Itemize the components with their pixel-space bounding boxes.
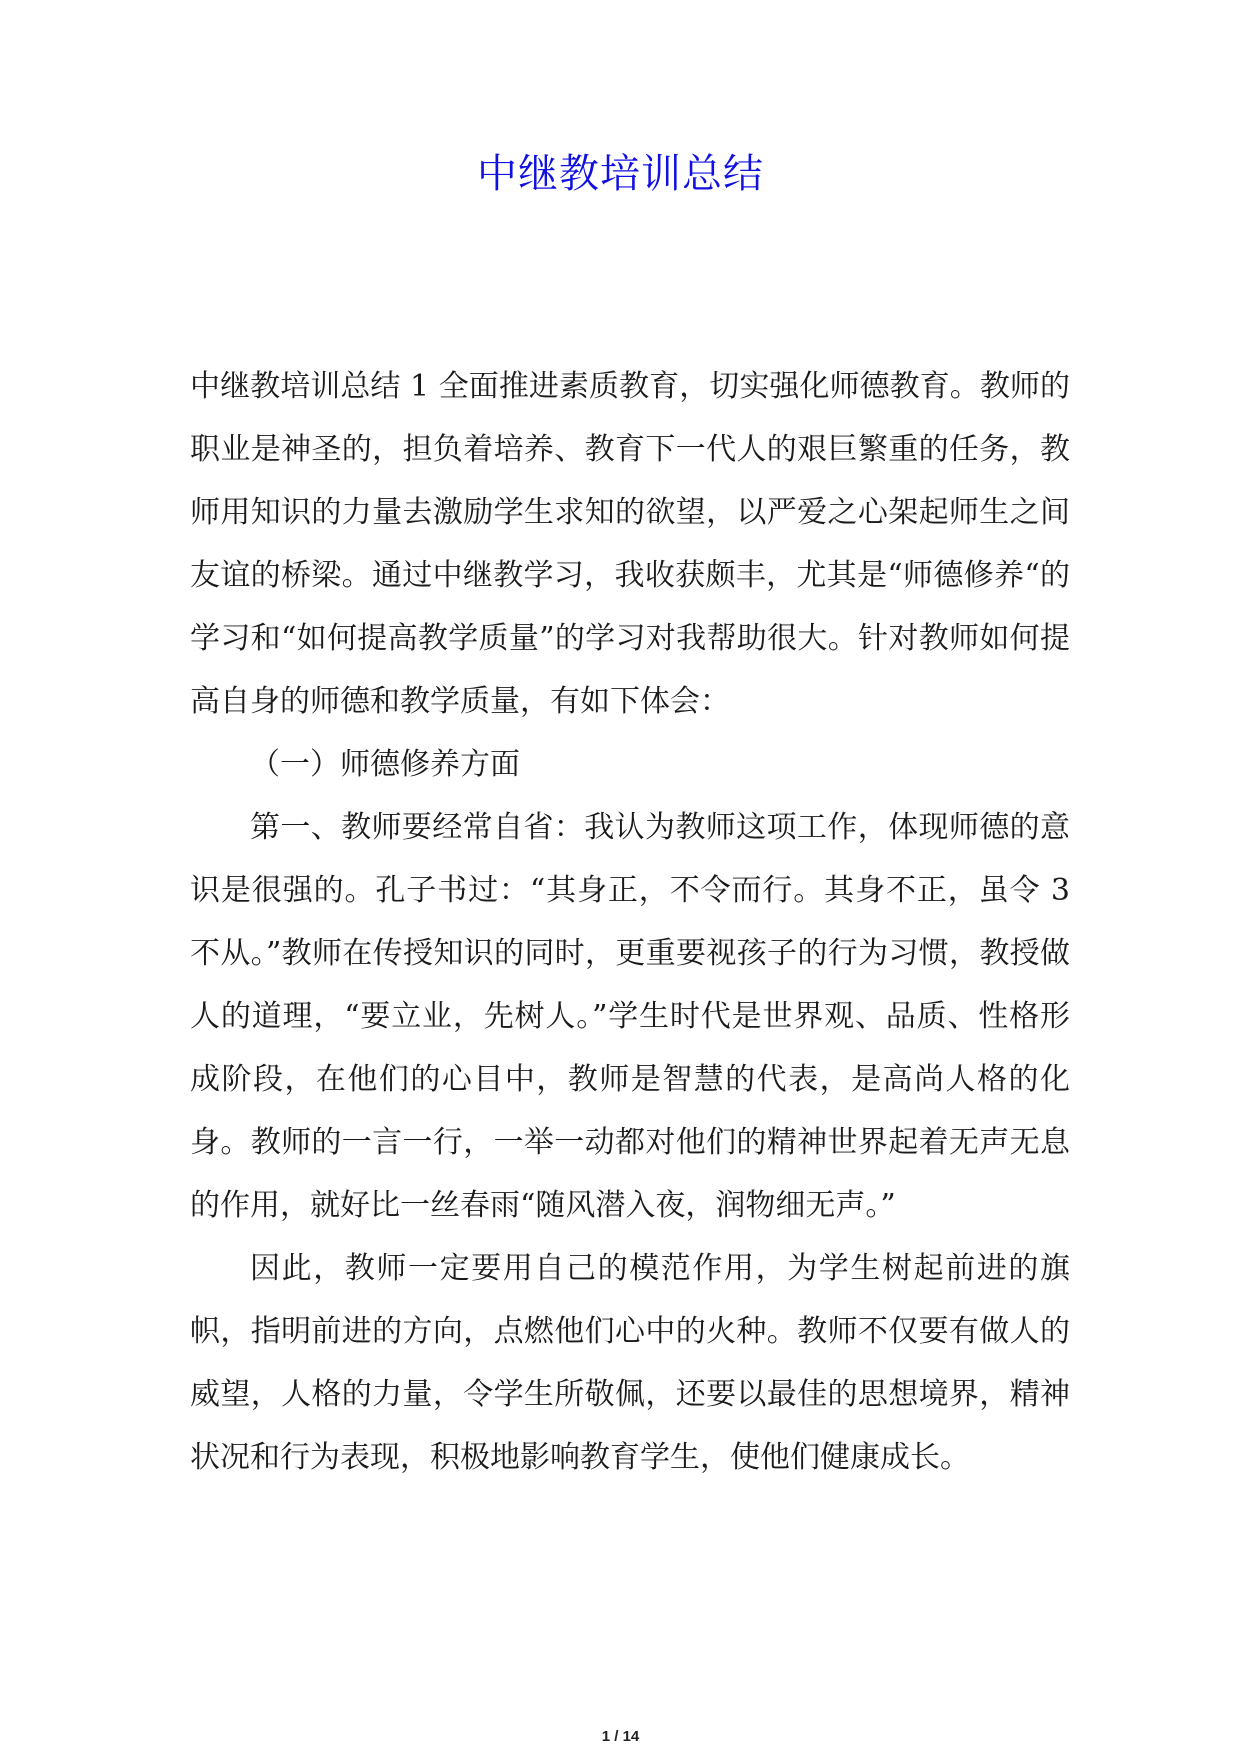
paragraph-role-model: 因此，教师一定要用自己的模范作用，为学生树起前进的旗帜，指明前进的方向，点燃他们心中的火种。教师不仅要有做人的威望，人格的力量，令学生所敬佩，还要以最佳的思想境界，精神状况和行为表现，积极地影响教育学生，使他们健康成长。 [190,1251,1070,1475]
page-number: 1 / 14 [601,1728,640,1745]
paragraph-self-reflection: 第一、教师要经常自省：我认为教师这项工作，体现师德的意识是很强的。孔子书过：“其身正，不令而行。其身不正，虽令 3 不从。”教师在传授知识的同时，更重要视孩子的行为习惯，教授做人的道理，“要立业，先树人。”学生时代是世界观、品质、性格形成阶段，在他们的心目中，教师是智慧的代表，是高尚人格的化身。教师的一言一行，一举一动都对他们的精神世界起着无声无息的作用，就好比一丝春雨“随风潜入夜，润物细无声。” [190,810,1070,1223]
document-body [190,355,1070,1489]
section-heading: （一）师德修养方面 [250,747,520,782]
paragraph-intro: 中继教培训总结 1 全面推进素质教育，切实强化师德教育。教师的职业是神圣的，担负着培养、教育下一代人的艰巨繁重的任务，教师用知识的力量去激励学生求知的欲望，以严爱之心架起师生之间友谊的桥梁。通过中继教学习，我收获颇丰，尤其是“师德修养“的学习和“如何提高教学质量”的学习对我帮助很大。针对教师如何提高自身的师德和教学质量，有如下体会： [190,369,1070,719]
document-title: 中继教培训总结 [477,151,764,197]
